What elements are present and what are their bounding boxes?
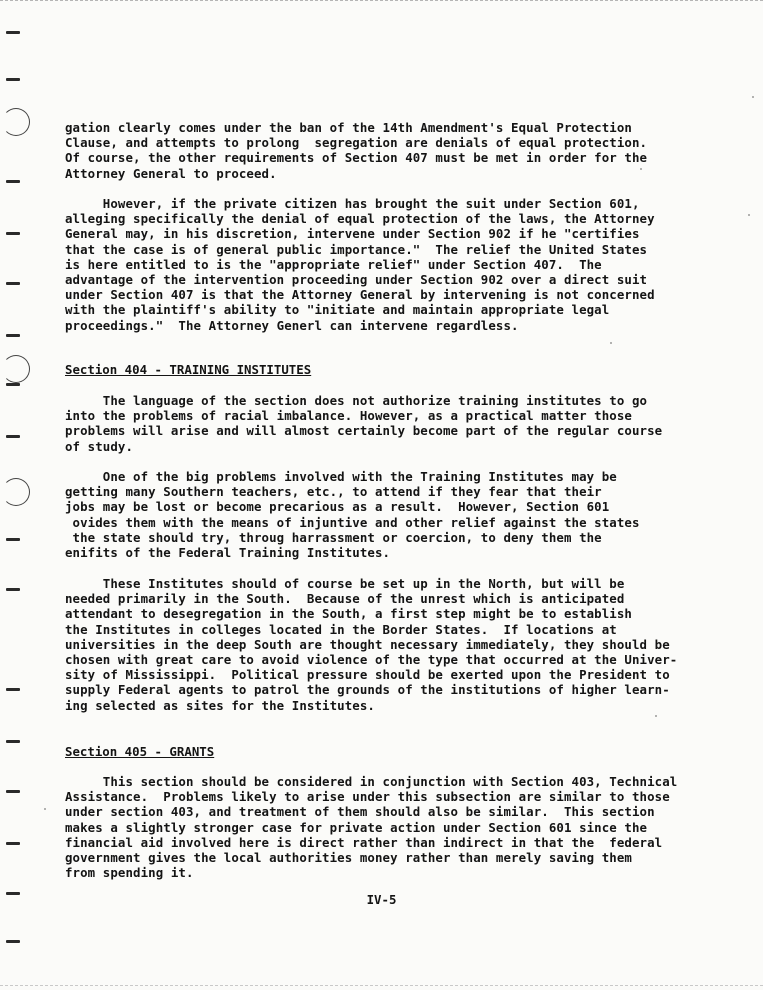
binder-mark [6, 538, 20, 541]
text-line: enifits of the Federal Training Institutes. [65, 545, 391, 561]
text-line: Attorney General to proceed. [65, 165, 277, 181]
punch-hole [2, 108, 30, 136]
binder-mark [6, 78, 20, 81]
text-line: advantage of the intervention proceeding under Section 902 over a direct suit [65, 272, 648, 288]
page-top-edge [0, 0, 763, 1]
binder-mark [6, 383, 20, 386]
text-line: gation clearly comes under the ban of the 14th Amendment's Equal Protection [65, 120, 632, 135]
text-line: makes a slightly stronger case for private action under Section 601 since the [65, 819, 648, 835]
binder-mark [6, 790, 20, 793]
paragraph [65, 774, 685, 880]
binder-mark [6, 282, 20, 285]
text-line: that the case is of general public importance." The relief the United States [65, 241, 648, 257]
paragraph [65, 196, 685, 333]
scan-speck [752, 96, 754, 98]
text-line: sity of Mississippi. Political pressure should be exerted upon the President to [65, 667, 670, 683]
scan-speck [640, 168, 642, 170]
text-line: from spending it. [65, 865, 194, 881]
scan-speck [610, 342, 612, 344]
text-line: One of the big problems involved with the Training Institutes may be [65, 469, 617, 484]
text-line: under Section 407 is that the Attorney General by intervening is not concerned [65, 287, 655, 303]
text-line: attendant to desegregation in the South, a first step might be to establish [65, 606, 632, 622]
text-line: the Institutes in colleges located in the Border States. If locations at [65, 621, 617, 637]
text-line: of study. [65, 438, 134, 454]
binder-mark [6, 435, 20, 438]
paragraph [65, 576, 685, 713]
binder-mark [6, 31, 20, 34]
text-line: universities in the deep South are thought necessary immediately, they should be [65, 636, 670, 652]
page-bottom-edge [0, 985, 763, 986]
punch-hole [2, 478, 30, 506]
text-line: Of course, the other requirements of Section 407 must be met in order for the [65, 150, 648, 166]
text-line: ovides them with the means of injuntive and other relief against the states [65, 514, 640, 530]
text-line: Clause, and attempts to prolong segregation are denials of equal protection. [65, 135, 648, 151]
section-heading: Section 405 - GRANTS [65, 744, 215, 759]
text-line: the state should try, throug harrassment or coercion, to deny them the [65, 529, 602, 545]
paragraph [65, 393, 685, 454]
paragraph [65, 120, 685, 181]
text-line: government gives the local authorities money rather than merely saving them [65, 850, 632, 866]
text-line: However, if the private citizen has brought the suit under Section 601, [65, 196, 640, 211]
text-line: jobs may be lost or become precarious as a result. However, Section 601 [65, 499, 610, 515]
text-line: chosen with great care to avoid violence of the type that occurred at the Univer- [65, 652, 678, 668]
binder-mark [6, 688, 20, 691]
text-line: The language of the section does not authorize training institutes to go [65, 393, 648, 408]
text-line: supply Federal agents to patrol the grounds of the institutions of higher learn- [65, 682, 670, 698]
text-line: These Institutes should of course be set up in the North, but will be [65, 576, 625, 591]
text-line: under section 403, and treatment of them should also be similar. This section [65, 804, 655, 820]
text-line: ing selected as sites for the Institutes. [65, 697, 375, 713]
binder-mark [6, 842, 20, 845]
text-line: General may, in his discretion, intervene under Section 902 if he "certifies [65, 226, 640, 242]
text-line: getting many Southern teachers, etc., to attend if they fear that their [65, 484, 602, 500]
text-line: needed primarily in the South. Because of the unrest which is anticipated [65, 591, 625, 607]
text-line: proceedings." The Attorney Generl can intervene regardless. [65, 317, 519, 333]
section-heading: Section 404 - TRAINING INSTITUTES [65, 362, 312, 377]
text-line: This section should be considered in conjunction with Section 403, Technical [65, 774, 678, 789]
scan-speck [44, 808, 46, 810]
binder-mark [6, 232, 20, 235]
binder-mark [6, 740, 20, 743]
text-line: alleging specifically the denial of equal protection of the laws, the Attorney [65, 211, 655, 227]
scan-speck [748, 214, 750, 216]
binder-mark [6, 588, 20, 591]
text-line: financial aid involved here is direct rather than indirect in that the federal [65, 834, 663, 850]
page-number: IV-5 [366, 892, 397, 907]
text-line: with the plaintiff's ability to "initiate and maintain appropriate legal [65, 302, 610, 318]
punch-hole [2, 355, 30, 383]
binder-mark [6, 334, 20, 337]
text-line: problems will arise and will almost certainly become part of the regular course [65, 423, 663, 439]
paragraph [65, 469, 685, 560]
binder-mark [6, 180, 20, 183]
text-line: into the problems of racial imbalance. However, as a practical matter those [65, 408, 632, 424]
binder-mark [6, 940, 20, 943]
scan-speck [655, 715, 657, 717]
text-line: is here entitled to is the "appropriate relief" under Section 407. The [65, 256, 602, 272]
text-line: Assistance. Problems likely to arise under this subsection are similar to those [65, 789, 670, 805]
